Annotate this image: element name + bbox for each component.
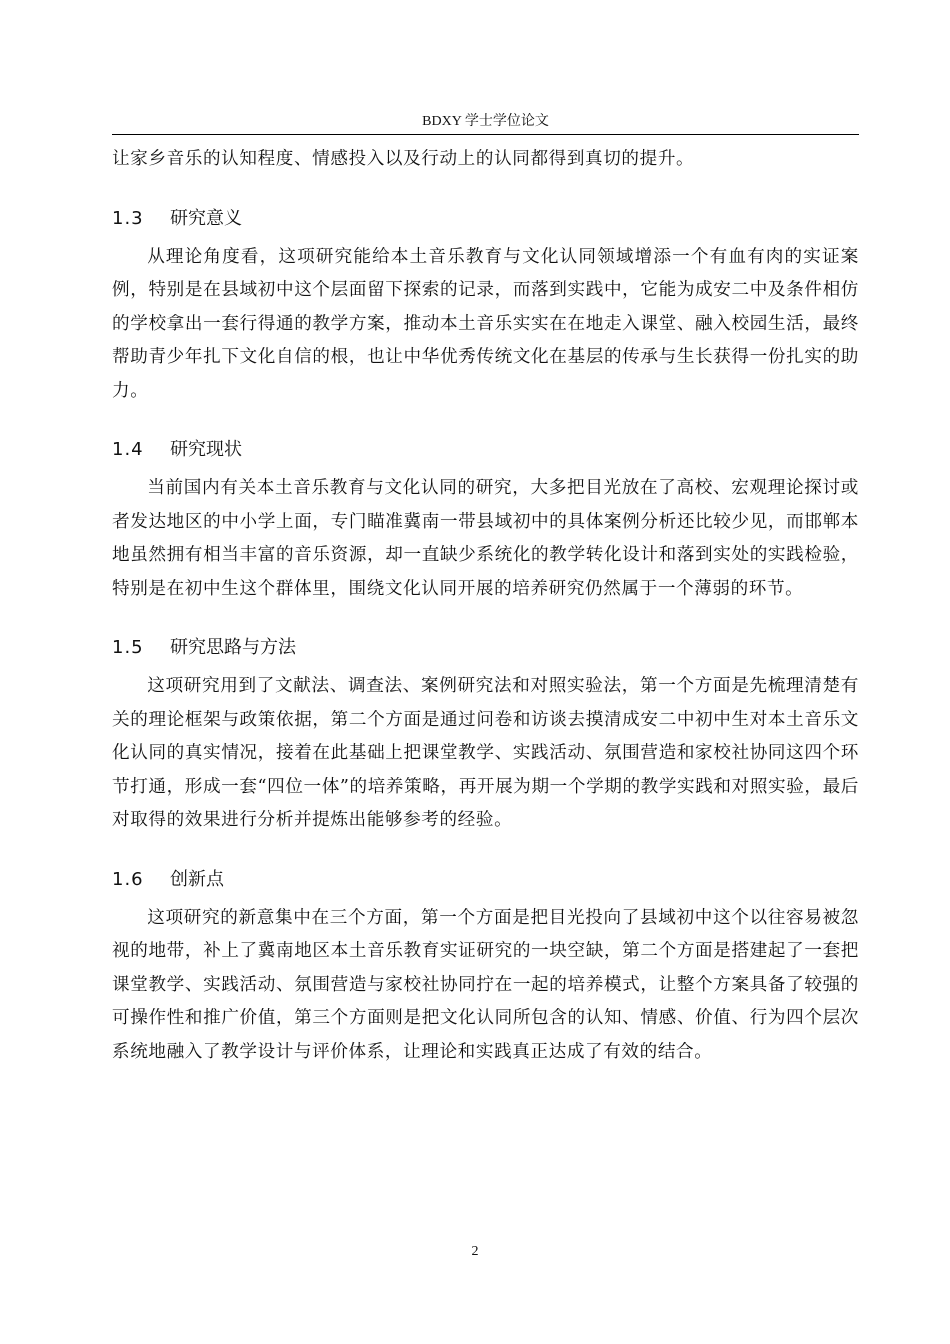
section-heading [112,864,859,896]
section-title: 研究思路与方法 [170,637,296,658]
header-title: BDXY 学士学位论文 [422,114,549,129]
section-paragraph: 当前国内有关本土音乐教育与文化认同的研究，大多把目光放在了高校、宏观理论探讨或者发达地区的中小学上面，专门瞄准冀南一带县域初中的具体案例分析还比较少见，而邯郸本地虽然拥有相当丰富的音乐资源，却一直缺少系统化的教学转化设计和落到实处的实践检验，特别是在初中生这个群体里，围绕文化认同开展的培养研究仍然属于一个薄弱的环节。 [112,478,859,599]
paragraph-continuation: 让家乡音乐的认知程度、情感投入以及行动上的认同都得到真切的提升。 [112,149,695,169]
section-number: 1.3 [112,207,144,229]
section-title: 研究意义 [170,207,242,229]
page-number: 2 [471,1244,479,1259]
section-paragraph: 从理论角度看，这项研究能给本土音乐教育与文化认同领域增添一个有血有肉的实证案例，特别是在县域初中这个层面留下探索的记录，而落到实践中，它能为成安二中及条件相仿的学校拿出一套行得通的教学方案，推动本土音乐实实在在地走入课堂、融入校园生活，最终帮助青少年扎下文化自信的根，也让中华优秀传统文化在基层的传承与生长获得一份扎实的助力。 [112,246,859,401]
section-title: 创新点 [170,868,224,890]
section-research-status [112,434,859,606]
section-number: 1.5 [112,637,144,658]
page-body [112,143,859,1069]
section-innovations [112,864,859,1070]
running-header [112,112,859,135]
section-research-methods [112,632,859,838]
section-number: 1.6 [112,868,144,890]
section-heading [112,434,859,466]
section-title: 研究现状 [170,439,242,460]
section-paragraph: 这项研究的新意集中在三个方面，第一个方面是把目光投向了县域初中这个以往容易被忽视的地带，补上了冀南地区本土音乐教育实证研究的一块空缺，第二个方面是搭建起了一套把课堂教学、实践活动、氛围营造与家校社协同拧在一起的培养模式，让整个方案具备了较强的可操作性和推广价值，第三个方面则是把文化认同所包含的认知、情感、价值、行为四个层次系统地融入了教学设计与评价体系，让理论和实践真正达成了有效的结合。 [112,907,859,1062]
section-paragraph: 这项研究用到了文献法、调查法、案例研究法和对照实验法，第一个方面是先梳理清楚有关的理论框架与政策依据，第二个方面是通过问卷和访谈去摸清成安二中初中生对本土音乐文化认同的真实情况，接着在此基础上把课堂教学、实践活动、氛围营造和家校社协同这四个环节打通，形成一套“四位一体”的培养策略，再开展为期一个学期的教学实践和对照实验，最后对取得的效果进行分析并提炼出能够参考的经验。 [112,676,859,830]
section-research-significance [112,203,859,409]
section-heading [112,632,859,664]
section-heading [112,203,859,235]
section-number: 1.4 [112,439,144,460]
